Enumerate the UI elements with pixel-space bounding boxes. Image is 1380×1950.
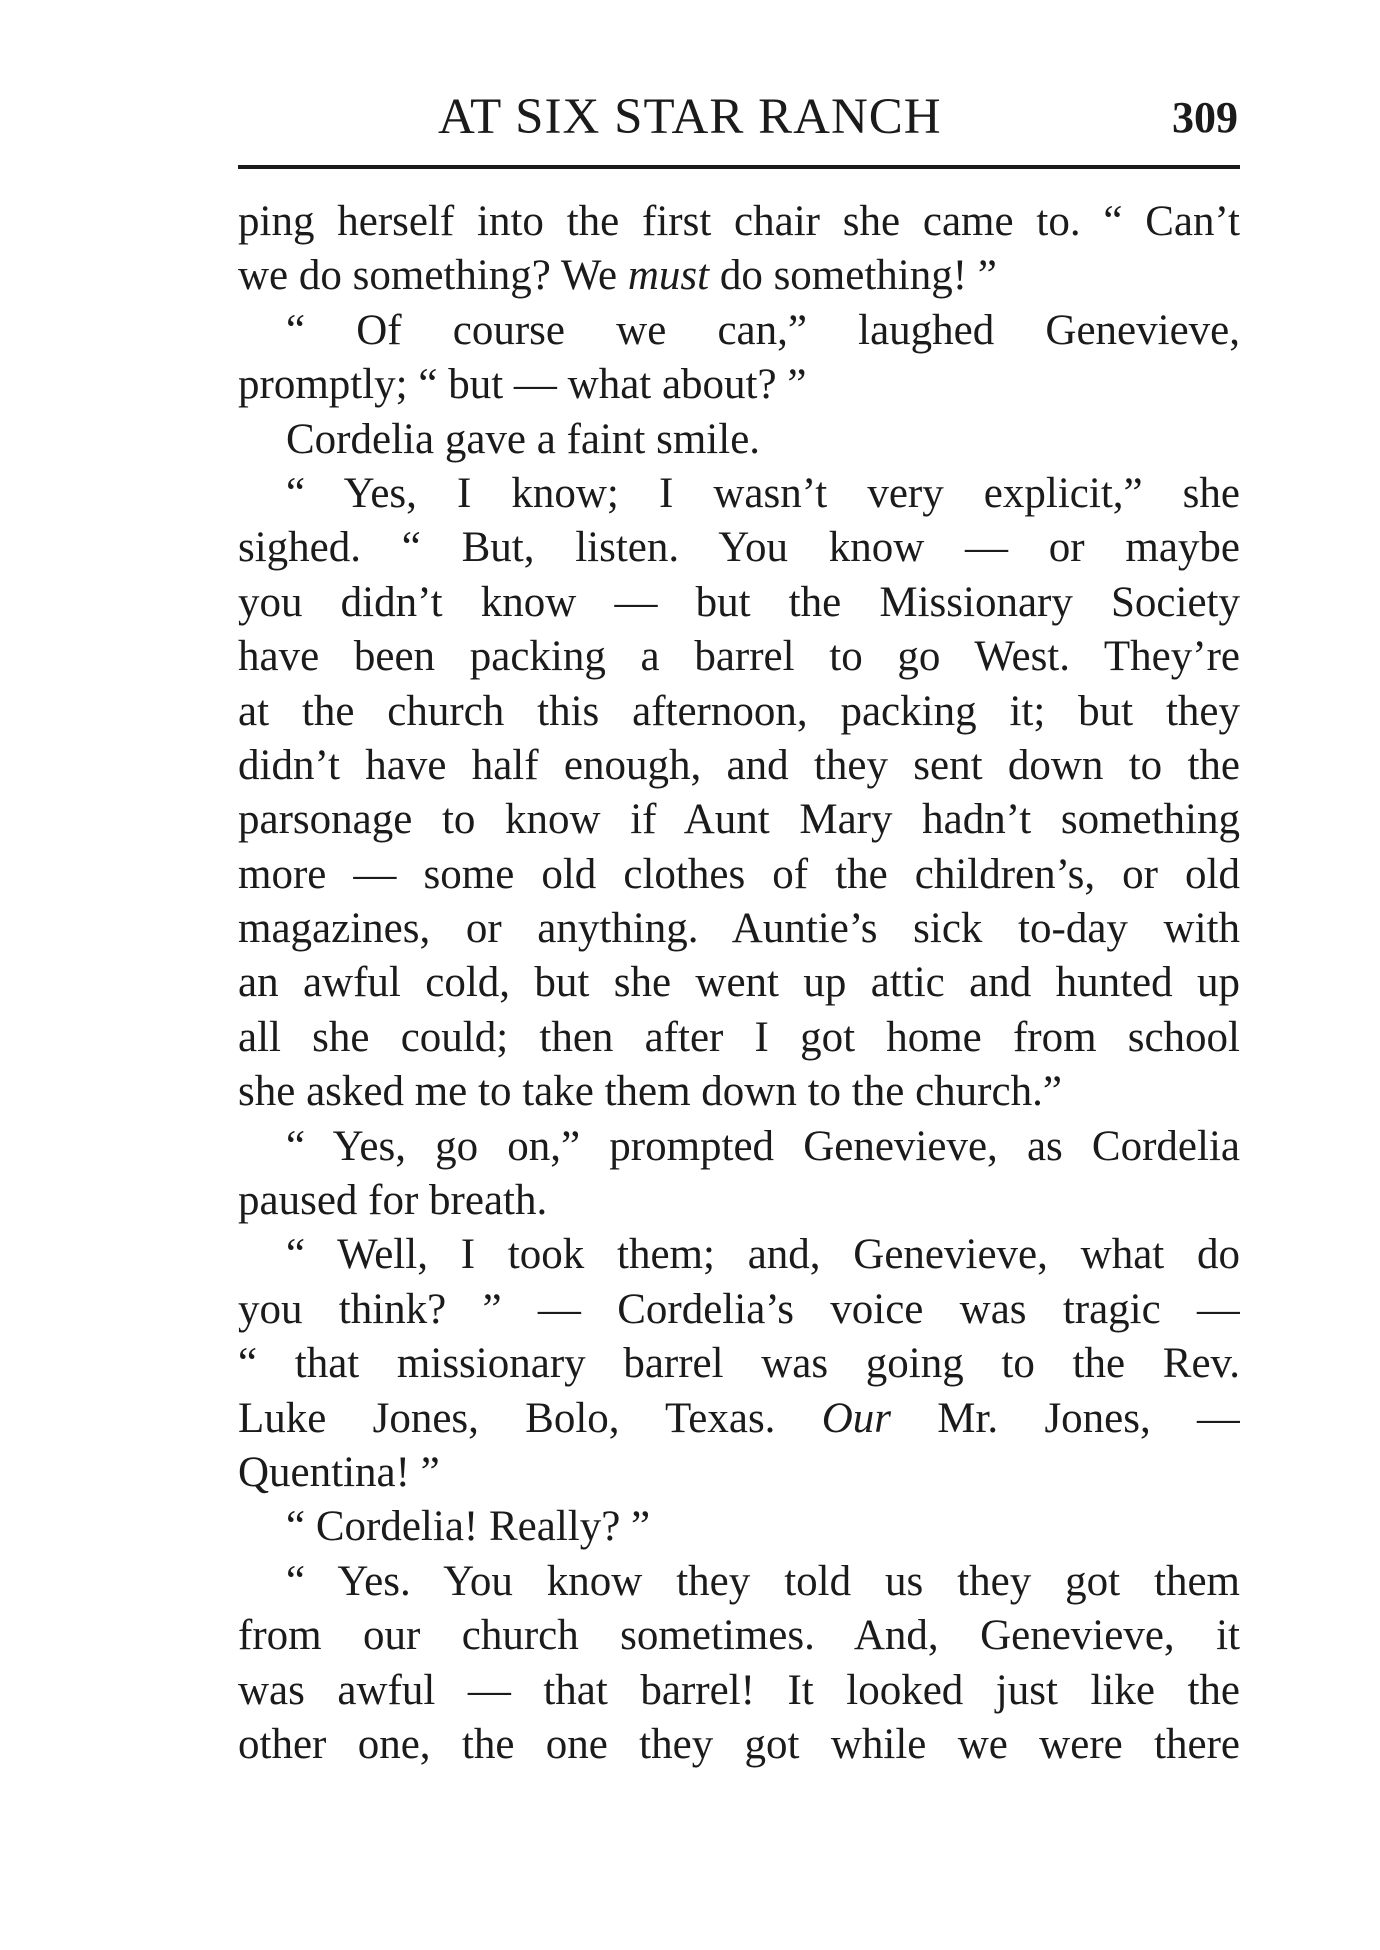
text-line: Cordelia gave a faint smile.	[286, 415, 761, 463]
text-line: have been packing a barrel to go West. They’re	[238, 633, 1240, 681]
text-line: you didn’t know — but the Missionary Society	[238, 578, 1240, 626]
text-line: an awful cold, but she went up attic and hunted up	[238, 959, 1240, 1007]
text-line: other one, the one they got while we were there	[238, 1720, 1240, 1768]
text-line	[238, 249, 1240, 303]
page-header	[238, 88, 1240, 158]
emphasis-text: must	[627, 252, 710, 300]
text-line: she asked me to take them down to the church.”	[238, 1068, 1062, 1116]
text-line: you think? ” — Cordelia’s voice was tragic —	[238, 1285, 1240, 1333]
body-text	[238, 195, 1240, 1772]
text-line: Quentina! ”	[238, 1448, 440, 1496]
text-line: sighed. “ But, listen. You know — or maybe	[238, 524, 1240, 572]
text-line: all she could; then after I got home from school	[238, 1013, 1240, 1061]
text-line: “ Yes, I know; I wasn’t very explicit,” she	[286, 469, 1240, 517]
text-line: “ Yes. You know they told us they got them	[286, 1557, 1240, 1605]
text-line: “ Well, I took them; and, Genevieve, what do	[286, 1231, 1240, 1279]
text-span: Luke Jones, Bolo, Texas.	[238, 1394, 822, 1442]
text-line: “ that missionary barrel was going to the Rev.	[238, 1340, 1240, 1388]
text-line: was awful — that barrel! It looked just like the	[238, 1666, 1240, 1714]
text-span: do something! ”	[709, 252, 997, 300]
text-line: at the church this afternoon, packing it; but they	[238, 687, 1240, 735]
text-line: “ Cordelia! Really? ”	[286, 1503, 651, 1551]
header-rule	[238, 165, 1240, 169]
text-line: paused for breath.	[238, 1177, 548, 1225]
text-line: parsonage to know if Aunt Mary hadn’t something	[238, 796, 1240, 844]
emphasis-text: Our	[821, 1394, 891, 1442]
text-line: ping herself into the first chair she came to. “ Can’t	[238, 198, 1240, 245]
text-line: magazines, or anything. Auntie’s sick to-day with	[238, 905, 1240, 953]
text-line: didn’t have half enough, and they sent down to the	[238, 741, 1240, 789]
text-line: from our church sometimes. And, Genevieve, it	[238, 1612, 1240, 1660]
text-line: more — some old clothes of the children’s, or old	[238, 850, 1240, 898]
page-number: 309	[1172, 93, 1238, 142]
text-line: “ Yes, go on,” prompted Genevieve, as Cordelia	[286, 1122, 1240, 1170]
text-span: Mr. Jones, —	[891, 1394, 1240, 1442]
text-span: we do something? We	[238, 252, 628, 300]
text-line: “ Of course we can,” laughed Genevieve,	[286, 306, 1240, 354]
text-line: promptly; “ but — what about? ”	[238, 361, 807, 409]
text-line	[238, 1392, 1240, 1446]
running-head: AT SIX STAR RANCH	[438, 89, 942, 145]
